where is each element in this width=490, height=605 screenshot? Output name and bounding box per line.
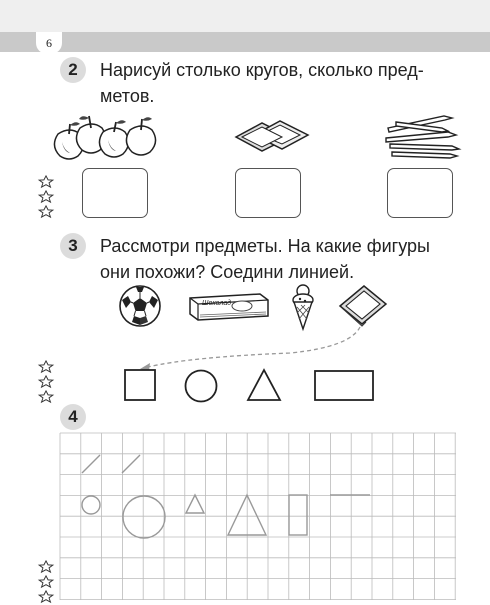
star-outline-icon (38, 390, 54, 403)
difficulty-stars (38, 360, 58, 405)
answer-box[interactable] (387, 168, 453, 218)
ice-cream-icon (290, 283, 316, 331)
shape-triangle[interactable] (246, 368, 282, 402)
task-number-badge: 3 (60, 233, 86, 259)
task-number-badge: 4 (60, 404, 86, 430)
shape-square[interactable] (124, 369, 156, 401)
star-outline-icon (38, 205, 54, 218)
pencils-icon (382, 110, 462, 160)
trace-triangle-small (186, 495, 204, 513)
task-2-text (100, 57, 424, 109)
trace-slash-1 (82, 455, 100, 473)
shape-circle[interactable] (184, 369, 218, 403)
task-3-text-line-2: они похожи? Соедини линией. (100, 262, 355, 282)
apples-icon (48, 110, 168, 162)
napkin-icon (336, 282, 390, 326)
star-outline-icon (38, 375, 54, 388)
task-3-text (100, 233, 430, 285)
trace-triangle-large (228, 495, 266, 535)
soccer-ball-icon (118, 284, 162, 328)
star-outline-icon (38, 360, 54, 373)
grid-trace-shapes (60, 433, 456, 600)
header-band (0, 32, 490, 52)
answer-box[interactable] (235, 168, 301, 218)
napkins-icon (232, 115, 312, 157)
star-outline-icon (38, 575, 54, 588)
page-number: 6 (36, 32, 62, 54)
star-outline-icon (38, 175, 54, 188)
chocolate-label: Шоколад (202, 300, 232, 307)
trace-circle-small (82, 496, 100, 514)
task-3-text-line-1: Рассмотри предметы. На какие фигуры (100, 236, 430, 256)
trace-slash-2 (122, 455, 140, 473)
answer-box[interactable] (82, 168, 148, 218)
shape-rectangle[interactable] (314, 370, 374, 402)
star-outline-icon (38, 590, 54, 603)
difficulty-stars (38, 175, 58, 220)
difficulty-stars (38, 560, 58, 605)
top-margin (0, 0, 490, 32)
trace-circle-large (123, 496, 165, 538)
task-2-text-line-1: Нарисуй столько кругов, сколько пред- (100, 60, 424, 80)
task-number-badge: 2 (60, 57, 86, 83)
star-outline-icon (38, 190, 54, 203)
task-2-text-line-2: метов. (100, 86, 155, 106)
star-outline-icon (38, 560, 54, 573)
trace-rectangle (289, 495, 307, 535)
